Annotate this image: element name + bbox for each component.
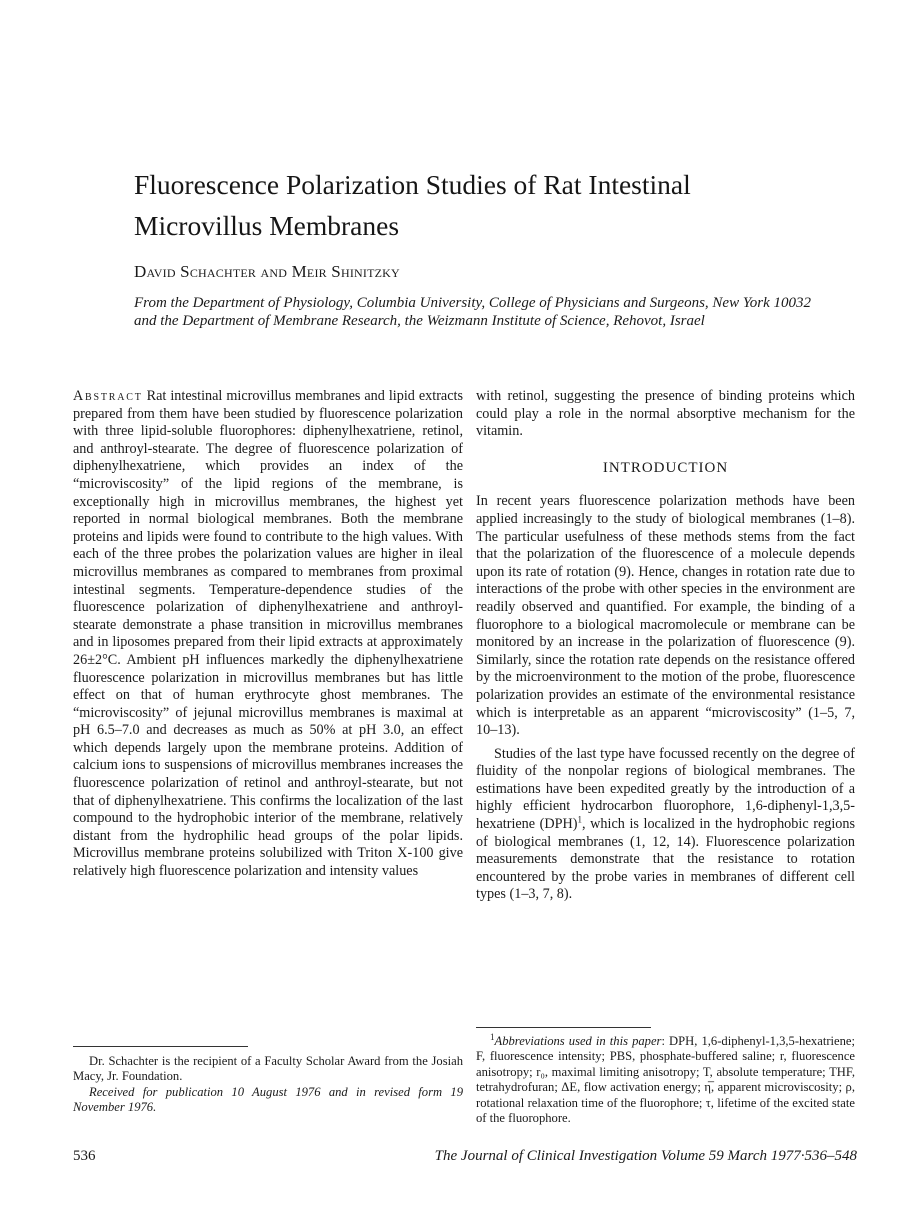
introduction-paragraph-1: In recent years fluorescence polarization methods have been applied increasingly to the study of biological membranes (1–8). The particular usefulness of these methods stems from the fact that the polarization of the fluorescence of a molecule depends upon its rate of rotation (9). Hence, changes in rotation rate due to interactions of the probe with other species in the environment are readily observed and quantified. For example, the binding of a fluorophore to a biological macromolecule or membrane can be monitored by an increase in the polarization of fluorescence (9). Similarly, since the rotation rate depends on the resistance offered by the microenvironment to the motion of the probe, fluorescence polarization provides an estimate of the environmental resistance which is interpretable as an apparent “microviscosity” (1–5, 7, 10–13). <box>476 493 855 739</box>
abbreviations-footnote <box>476 1031 855 1126</box>
abstract-continued: with retinol, suggesting the presence of binding proteins which could play a role in the normal absorptive mechanism for the vitamin. <box>476 388 855 440</box>
authors: David Schachter and Meir Shinitzky <box>134 262 400 281</box>
abbreviations-label: Abbreviations used in this paper <box>494 1034 662 1048</box>
left-footnotes <box>73 1054 463 1116</box>
page-number: 536 <box>73 1148 96 1164</box>
abbreviations-marker: 1 <box>490 1031 495 1042</box>
abstract <box>73 388 463 881</box>
left-column <box>73 388 463 881</box>
footnote-rule-left <box>73 1046 248 1047</box>
abstract-label: Abstract <box>73 388 143 404</box>
journal-citation: The Journal of Clinical Investigation Volume 59 March 1977·536–548 <box>434 1148 857 1164</box>
paragraph-2-text-b: , which is localized in the hydrophobic regions of biological membranes (1, 12, 14). Fluorescence polarization measurements demonstrate that the resistance to rotation encountered by the probe varies in membranes of different cell types (1–3, 7, 8). <box>476 816 855 903</box>
received-note: Received for publication 10 August 1976 and in revised form 19 November 1976. <box>73 1084 463 1115</box>
affiliation: From the Department of Physiology, Columbia University, College of Physicians and Surgeons, New York 10032 and the Department of Membrane Research, the Weizmann Institute of Science, Rehovot, Israel <box>134 295 812 329</box>
abstract-text: Rat intestinal microvillus membranes and lipid extracts prepared from them have been studied by fluorescence polarization with three lipid-soluble fluorophores: diphenylhexatriene, retinol, and anthroyl-stearate. The degree of fluorescence polarization of diphenylhexatriene, which provides an index of the “microviscosity” of the lipid regions of the membrane, is exceptionally high in microvillus membranes, the highest yet reported in normal biological membranes. Both the membrane proteins and lipids were found to contribute to the high values. With each of the three probes the polarization values are higher in ileal microvillus membranes as compared to membranes from proximal intestinal segments. Temperature-dependence studies of the fluorescence polarization of diphenylhexatriene and anthroyl-stearate demonstrate a phase transition in microvillus membranes and in liposomes prepared from their lipid extracts at approximately 26±2°C. Ambient pH influences markedly the diphenylhexatriene fluorescence polarization in microvillus membranes but has little effect on that of human erythrocyte ghost membranes. The “microviscosity” of jejunal microvillus membranes is maximal at pH 6.5–7.0 and decreases as much as 50% at pH 3.0, an effect which depends largely upon the membrane proteins. Addition of calcium ions to suspensions of microvillus membranes increases the fluorescence polarization of retinol and anthroyl-stearate, but not that of diphenylhexatriene. This confirms the localization of the last compound to the hydrophobic interior of the membrane, relatively distant from the hydrophilic head groups of the polar lipids. Microvillus membrane proteins solubilized with Triton X-100 give relatively high fluorescence polarization and intensity values <box>73 388 463 880</box>
title-line-1: Fluorescence Polarization Studies of Rat Intestinal <box>134 169 691 200</box>
author-note: Dr. Schachter is the recipient of a Faculty Scholar Award from the Josiah Macy, Jr. Foundation. <box>73 1054 463 1084</box>
article-title <box>134 164 834 246</box>
page-footer <box>73 1148 857 1170</box>
right-column <box>476 388 855 904</box>
paragraph-2-text-a: Studies of the last type have focussed recently on the degree of fluidity of the nonpolar regions of biological membranes. The estimations have been expedited greatly by the introduction of a highly efficient hydrocarbon fluorophore, 1,6-diphenyl-1,3,5-hexatriene (DPH) <box>476 745 855 833</box>
title-line-2: Microvillus Membranes <box>134 210 400 241</box>
footnote-rule-right <box>476 1027 651 1028</box>
abbreviations-text <box>476 1031 855 1126</box>
abbreviations-list: : DPH, 1,6-diphenyl-1,3,5-hexatriene; F, fluorescence intensity; PBS, phosphate-buffered saline; r, fluorescence anisotropy; r₀, maximal limiting anisotropy; T, absolute temperature; THF, tetrahydrofuran; ΔE, flow activation energy; η̅, apparent microviscosity; ρ, rotational relaxation time of the fluorophore; τ, lifetime of the excited state of the fluorophore. <box>476 1034 855 1126</box>
footnote-marker: 1 <box>577 814 583 825</box>
introduction-heading: INTRODUCTION <box>602 459 729 476</box>
introduction-paragraph-2 <box>476 746 855 904</box>
